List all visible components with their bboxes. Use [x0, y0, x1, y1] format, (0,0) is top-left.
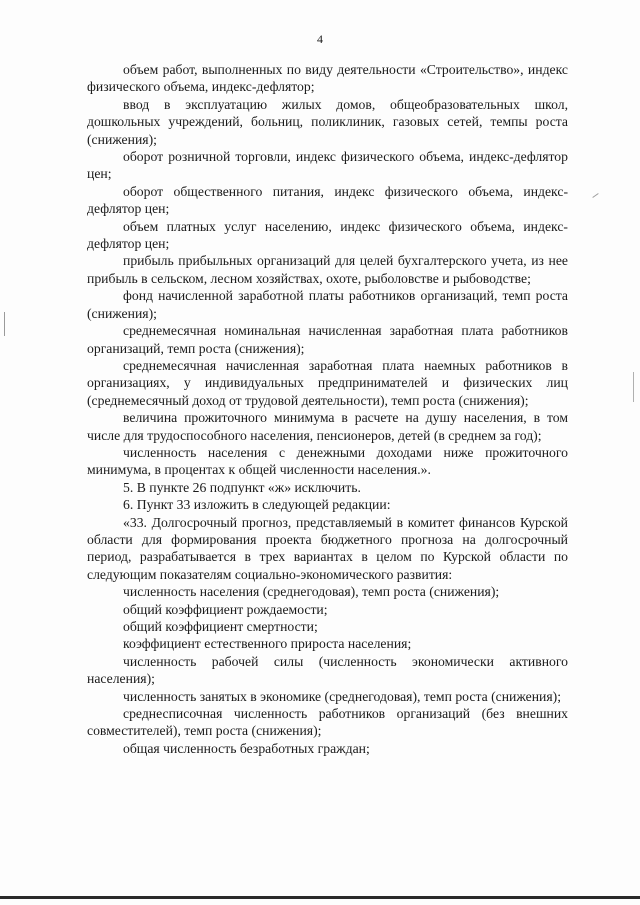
paragraph: оборот розничной торговли, индекс физического объема, индекс-дефлятор цен;	[87, 149, 568, 182]
paragraph: прибыль прибыльных организаций для целей бухгалтерского учета, из нее прибыль в сельском, лесном хозяйствах, охоте, рыболовстве и рыбоводстве;	[87, 253, 568, 286]
paragraph: ввод в эксплуатацию жилых домов, общеобразовательных школ, дошкольных учреждений, больниц, поликлиник, газовых сетей, темпы роста (снижения);	[87, 96, 568, 147]
paragraph: общий коэффициент смертности;	[123, 619, 318, 634]
paragraph: общий коэффициент рождаемости;	[123, 601, 328, 617]
paragraph: коэффициент естественного прироста населения;	[123, 636, 412, 652]
paragraph: среднемесячная начисленная заработная плата наемных работников в организациях, у индивидуальных предпринимателей и физических лиц (среднемесячный доход от трудовой деятельности), темп роста (снижения);	[87, 357, 568, 408]
paragraph: объем работ, выполненных по виду деятельности «Строительство», индекс физического объема, индекс-дефлятор;	[87, 62, 568, 95]
document-body	[87, 61, 568, 757]
paragraph: численность занятых в экономике (среднегодовая), темп роста (снижения);	[123, 688, 562, 704]
scan-artifact-mark	[592, 193, 598, 198]
paragraph: среднемесячная номинальная начисленная заработная плата работников организаций, темп роста (снижения);	[87, 323, 568, 356]
paragraph: оборот общественного питания, индекс физического объема, индекс-дефлятор цен;	[87, 183, 568, 217]
paragraph: среднесписочная численность работников организаций (без внешних совместителей), темп роста (снижения);	[87, 706, 568, 739]
paragraph: общая численность безработных граждан;	[123, 740, 370, 756]
paragraph: численность рабочей силы (численность экономически активного населения);	[87, 653, 568, 687]
paragraph: объем платных услуг населению, индекс физического объема, индекс-дефлятор цен;	[87, 218, 568, 252]
paragraph-item-5: 5. В пункте 26 подпункт «ж» исключить.	[123, 479, 361, 495]
left-margin-mark	[4, 312, 5, 336]
paragraph-item-33: «33. Долгосрочный прогноз, представляемый в комитет финансов Курской области для формирования проекта бюджетного прогноза на долгосрочный период, разрабатывается в трех вариантах в целом по Курской области по следующим показателям социально-экономического развития:	[87, 514, 568, 582]
paragraph: численность населения с денежными доходами ниже прожиточного минимума, в процентах к общей численности населения.».	[87, 444, 568, 478]
paragraph-item-6: 6. Пункт 33 изложить в следующей редакции:	[123, 497, 391, 513]
paragraph: величина прожиточного минимума в расчете на душу населения, в том числе для трудоспособного населения, пенсионеров, детей (в среднем за год);	[87, 410, 568, 443]
paragraph: фонд начисленной заработной платы работников организаций, темп роста (снижения);	[87, 288, 568, 321]
page-number: 4	[317, 32, 323, 46]
right-margin-mark	[633, 372, 634, 402]
paragraph: численность населения (среднегодовая), темп роста (снижения);	[123, 584, 500, 600]
scan-bottom-edge	[0, 896, 640, 899]
